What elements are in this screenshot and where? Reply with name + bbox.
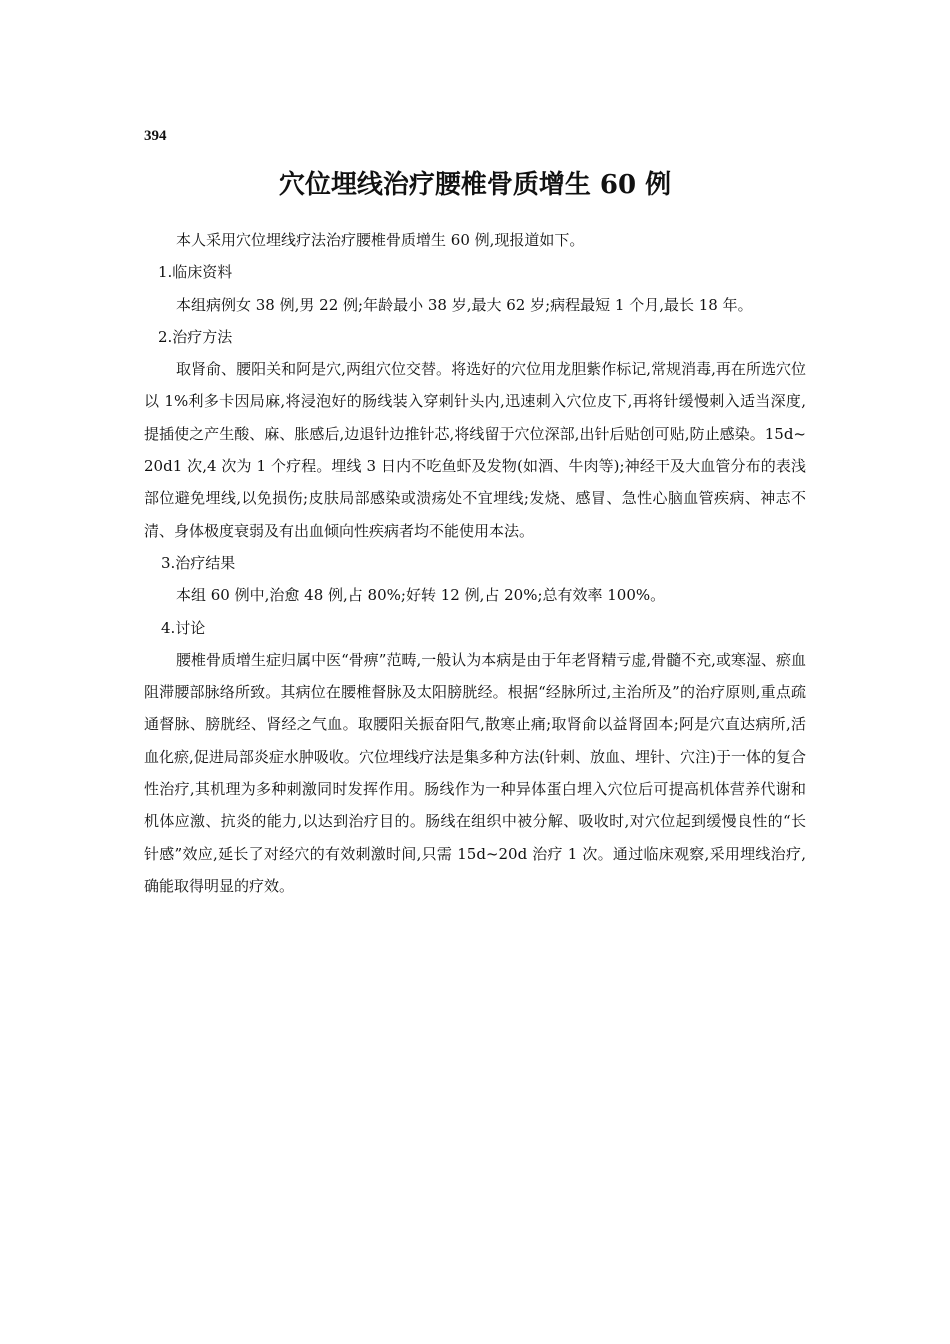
section-paragraph-discussion: 腰椎骨质增生症归属中医“骨痹”范畴,一般认为本病是由于年老肾精亏虚,骨髓不充,或寒湿、瘀血阻滞腰部脉络所致。其病位在腰椎督脉及太阳膀胱经。根据“经脉所过,主治所及”的治疗原则,重点疏通督脉、膀胱经、肾经之气血。取腰阳关振奋阳气,散寒止痛;取肾俞以益肾固本;阿是穴直达病所,活血化瘀,促进局部炎症水肿吸收。穴位埋线疗法是集多种方法(针刺、放血、埋针、穴注)于一体的复合性治疗,其机理为多种刺激同时发挥作用。肠线作为一种异体蛋白埋入穴位后可提高机体营养代谢和机体应激、抗炎的能力,以达到治疗目的。肠线在组织中被分解、吸收时,对穴位起到缓慢良性的“长针感”效应,延长了对经穴的有效刺激时间,只需 15d~20d 治疗 1 次。通过临床观察,采用埋线治疗,确能取得明显的疗效。	[144, 650, 806, 895]
section-heading-clinical-data: 1.临床资料	[158, 263, 233, 282]
article-body	[144, 224, 806, 902]
section-heading-discussion: 4.讨论	[161, 618, 206, 637]
section-heading-treatment-results: 3.治疗结果	[161, 553, 236, 572]
section-paragraph-clinical-data: 本组病例女 38 例,男 22 例;年龄最小 38 岁,最大 62 岁;病程最短 1 个月,最长 18 年。	[176, 295, 753, 314]
section-paragraph-treatment-results: 本组 60 例中,治愈 48 例,占 80%;好转 12 例,占 20%;总有效率 100%。	[176, 586, 666, 605]
section-heading-treatment-method: 2.治疗方法	[158, 327, 233, 346]
page-number: 394	[144, 128, 167, 144]
intro-paragraph: 本人采用穴位埋线疗法治疗腰椎骨质增生 60 例,现报道如下。	[176, 231, 585, 249]
article-title: 穴位埋线治疗腰椎骨质增生 60 例	[278, 170, 672, 200]
section-paragraph-treatment-method: 取肾俞、腰阳关和阿是穴,两组穴位交替。将选好的穴位用龙胆紫作标记,常规消毒,再在所选穴位以 1%利多卡因局麻,将浸泡好的肠线装入穿刺针头内,迅速刺入穴位皮下,再将针缓慢刺入适当深度,提插使之产生酸、麻、胀感后,边退针边推针芯,将线留于穴位深部,出针后贴创可贴,防止感染。15d~20d1 次,4 次为 1 个疗程。埋线 3 日内不吃鱼虾及发物(如酒、牛肉等);神经干及大血管分布的表浅部位避免埋线,以免损伤;皮肤局部感染或溃疡处不宜埋线;发烧、感冒、急性心脑血管疾病、神志不清、身体极度衰弱及有出血倾向性疾病者均不能使用本法。	[144, 360, 806, 540]
